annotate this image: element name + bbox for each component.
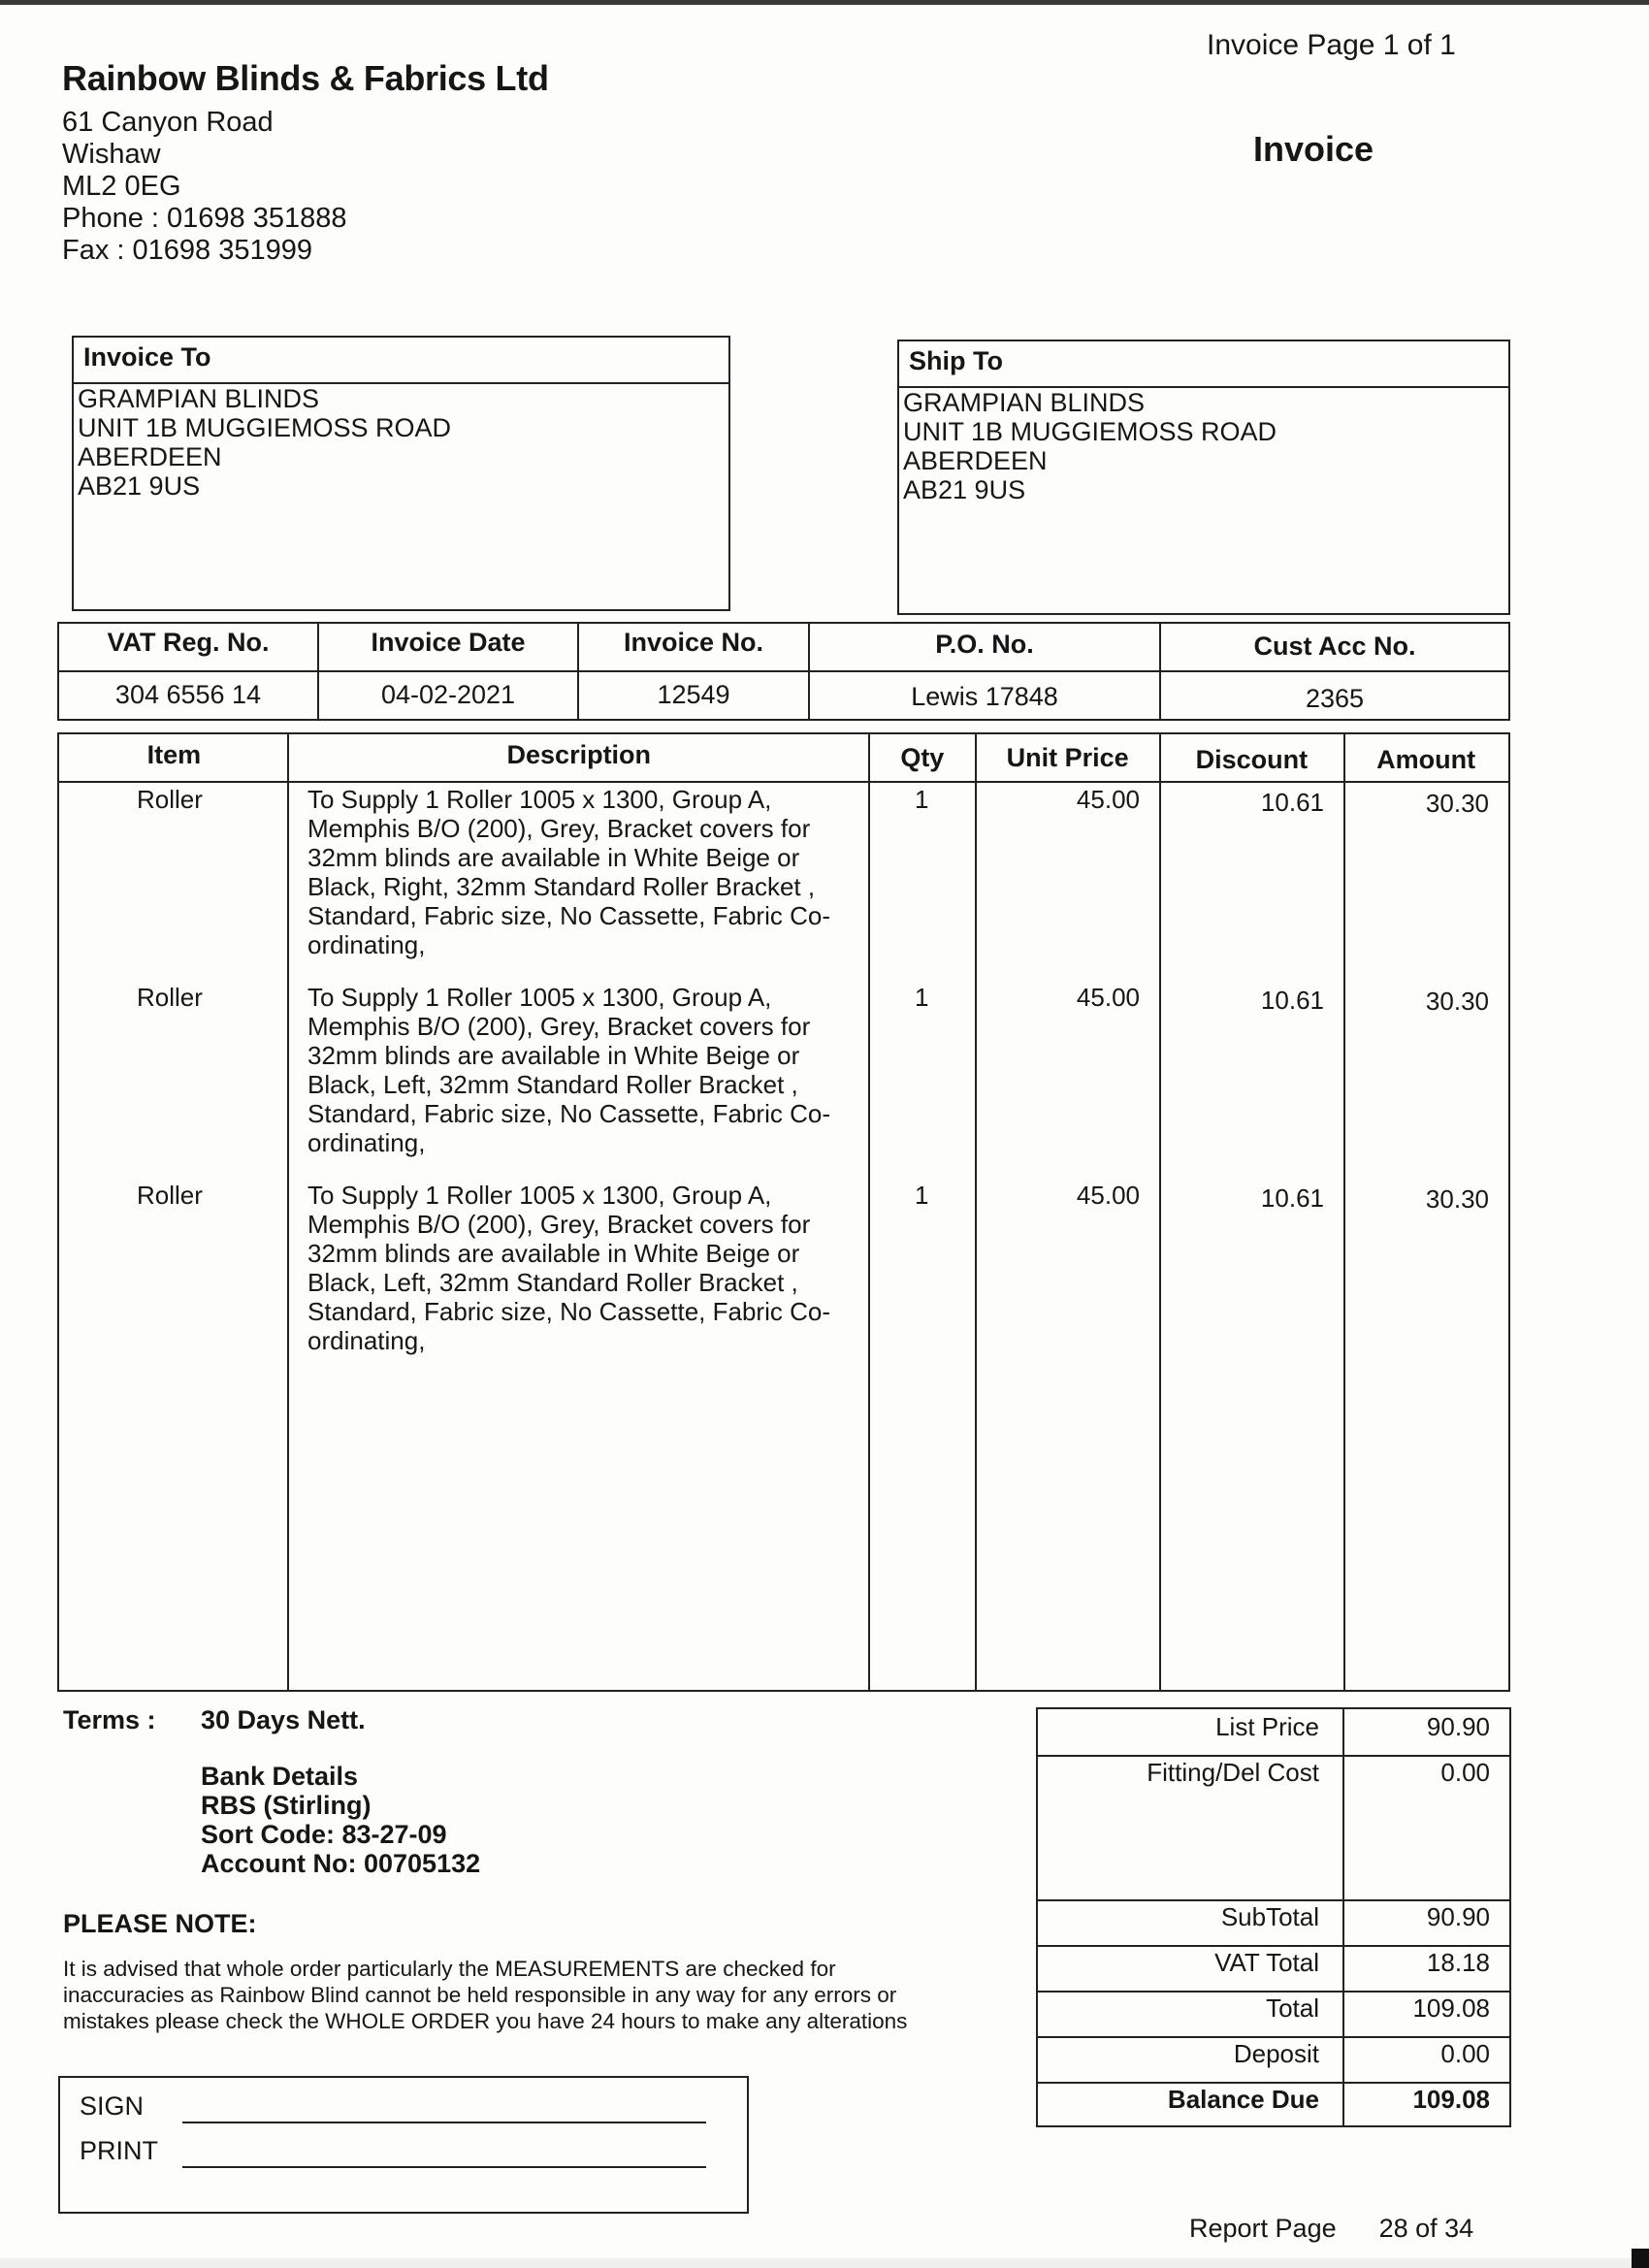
scan-corner-mark bbox=[1632, 2249, 1649, 2268]
invoice-to-line: UNIT 1B MUGGIEMOSS ROAD bbox=[78, 413, 452, 442]
scan-edge-top bbox=[0, 0, 1649, 5]
scan-edge-bottom bbox=[0, 2258, 1649, 2268]
item-name: Roller bbox=[137, 1181, 203, 1210]
ship-to-heading: Ship To bbox=[899, 341, 1508, 388]
sort-code: Sort Code: 83-27-09 bbox=[201, 1820, 447, 1849]
deposit-value: 0.00 bbox=[1440, 2039, 1490, 2068]
item-discount: 10.61 bbox=[1260, 986, 1324, 1015]
fitting-value: 0.00 bbox=[1440, 1758, 1490, 1787]
item-amount: 30.30 bbox=[1425, 1184, 1489, 1214]
ship-to-line: ABERDEEN bbox=[903, 446, 1048, 475]
fitting-label: Fitting/Del Cost bbox=[1147, 1758, 1319, 1787]
document-title: Invoice bbox=[1253, 129, 1374, 169]
list-price-value: 90.90 bbox=[1426, 1712, 1490, 1741]
ship-to-line: UNIT 1B MUGGIEMOSS ROAD bbox=[903, 417, 1277, 446]
meta-header-invoice-no: Invoice No. bbox=[579, 624, 810, 670]
sign-line bbox=[182, 2122, 706, 2123]
item-description: To Supply 1 Roller 1005 x 1300, Group A, Memphis B/O (200), Grey, Bracket covers for 32mm blinds are available in White Beige or Black, Left, 32mm Standard Roller Bracket , Standard, Fabric size, No Cassette, Fabric Co- ordinating, bbox=[307, 1181, 830, 1355]
item-discount: 10.61 bbox=[1260, 788, 1324, 817]
sign-label: SIGN bbox=[80, 2091, 145, 2121]
item-qty: 1 bbox=[915, 1181, 929, 1210]
meta-value-date: 04-02-2021 bbox=[319, 672, 579, 721]
item-qty: 1 bbox=[915, 983, 929, 1012]
col-header-discount: Discount bbox=[1195, 745, 1309, 774]
items-header-row bbox=[59, 734, 1508, 783]
balance-due-value: 109.08 bbox=[1412, 2085, 1490, 2114]
meta-value-cust-acc: 2365 bbox=[1305, 684, 1365, 713]
invoice-meta-table bbox=[57, 622, 1510, 721]
vat-total-row bbox=[1038, 1945, 1509, 1993]
item-discount: 10.61 bbox=[1260, 1183, 1324, 1213]
invoice-to-line: ABERDEEN bbox=[78, 442, 222, 471]
meta-header-po: P.O. No. bbox=[810, 624, 1161, 670]
item-name: Roller bbox=[137, 983, 203, 1012]
invoice-to-line: GRAMPIAN BLINDS bbox=[78, 384, 320, 413]
signature-box bbox=[58, 2076, 749, 2214]
item-amount: 30.30 bbox=[1425, 987, 1489, 1016]
invoice-to-box bbox=[72, 336, 730, 611]
meta-header-cust-acc: Cust Acc No. bbox=[1253, 632, 1416, 661]
company-address-line: ML2 0EG bbox=[62, 171, 181, 202]
col-header-qty: Qty bbox=[900, 743, 945, 772]
vat-total-label: VAT Total bbox=[1214, 1948, 1319, 1977]
total-row bbox=[1038, 1991, 1509, 2038]
meta-value-vat: 304 6556 14 bbox=[59, 672, 319, 721]
report-page-value: 28 of 34 bbox=[1378, 2214, 1474, 2243]
item-amount: 30.30 bbox=[1425, 789, 1489, 818]
account-number: Account No: 00705132 bbox=[201, 1849, 481, 1878]
company-address-line: 61 Canyon Road bbox=[62, 107, 274, 138]
deposit-row bbox=[1038, 2036, 1509, 2084]
please-note-text: It is advised that whole order particularly the MEASUREMENTS are checked for inaccuracies as Rainbow Blind cannot be held responsible in any way for any errors or mistakes please check the WHOLE ORDER you have 24 hours to make any alterations bbox=[63, 1957, 908, 2033]
list-price-row bbox=[1038, 1709, 1509, 1757]
please-note-heading: PLEASE NOTE: bbox=[63, 1909, 257, 1938]
ship-to-line: AB21 9US bbox=[903, 475, 1026, 504]
meta-header-date: Invoice Date bbox=[319, 624, 579, 670]
balance-due-label: Balance Due bbox=[1167, 2085, 1319, 2114]
subtotal-row bbox=[1038, 1899, 1509, 1947]
print-label: PRINT bbox=[80, 2136, 158, 2165]
invoice-page-indicator: Invoice Page 1 of 1 bbox=[1207, 29, 1456, 60]
col-header-unit-price: Unit Price bbox=[1006, 743, 1129, 772]
totals-table bbox=[1036, 1707, 1511, 2127]
ship-to-line: GRAMPIAN BLINDS bbox=[903, 388, 1146, 417]
item-description: To Supply 1 Roller 1005 x 1300, Group A, Memphis B/O (200), Grey, Bracket covers for 32mm blinds are available in White Beige or Black, Right, 32mm Standard Roller Bracket , Standard, Fabric size, No Cassette, Fabric Co- ordinating, bbox=[307, 785, 830, 959]
invoice-to-heading: Invoice To bbox=[74, 338, 728, 384]
item-unit-price: 45.00 bbox=[1076, 983, 1140, 1012]
meta-value-invoice-no: 12549 bbox=[579, 672, 810, 721]
col-header-description: Description bbox=[506, 740, 652, 769]
meta-value-po: Lewis 17848 bbox=[810, 672, 1161, 721]
fitting-row bbox=[1038, 1755, 1509, 1901]
terms-value: 30 Days Nett. bbox=[201, 1705, 366, 1734]
total-label: Total bbox=[1266, 1993, 1319, 2023]
meta-header-vat: VAT Reg. No. bbox=[59, 624, 319, 670]
bank-details-heading: Bank Details bbox=[201, 1762, 359, 1791]
report-page-footer bbox=[1189, 2214, 1473, 2244]
subtotal-value: 90.90 bbox=[1426, 1902, 1490, 1931]
company-address-line: Wishaw bbox=[62, 139, 161, 170]
subtotal-label: SubTotal bbox=[1220, 1902, 1319, 1931]
invoice-to-line: AB21 9US bbox=[78, 471, 201, 501]
list-price-label: List Price bbox=[1215, 1712, 1319, 1741]
item-unit-price: 45.00 bbox=[1076, 1181, 1140, 1210]
item-unit-price: 45.00 bbox=[1076, 785, 1140, 814]
item-name: Roller bbox=[137, 785, 203, 814]
print-line bbox=[182, 2166, 706, 2168]
line-items-table bbox=[57, 732, 1510, 1692]
item-description: To Supply 1 Roller 1005 x 1300, Group A, Memphis B/O (200), Grey, Bracket covers for 32mm blinds are available in White Beige or Black, Left, 32mm Standard Roller Bracket , Standard, Fabric size, No Cassette, Fabric Co- ordinating, bbox=[307, 983, 830, 1157]
company-phone: Phone : 01698 351888 bbox=[62, 203, 347, 234]
item-qty: 1 bbox=[915, 785, 929, 814]
company-fax: Fax : 01698 351999 bbox=[62, 235, 312, 266]
ship-to-box bbox=[897, 340, 1510, 615]
bank-name: RBS (Stirling) bbox=[201, 1791, 372, 1820]
company-name: Rainbow Blinds & Fabrics Ltd bbox=[62, 58, 549, 98]
col-header-amount: Amount bbox=[1376, 745, 1476, 774]
balance-due-row bbox=[1038, 2082, 1509, 2125]
report-page-label: Report Page bbox=[1189, 2214, 1337, 2243]
vat-total-value: 18.18 bbox=[1426, 1948, 1490, 1977]
col-header-item: Item bbox=[146, 740, 202, 769]
terms-label: Terms : bbox=[63, 1705, 156, 1734]
deposit-label: Deposit bbox=[1233, 2039, 1319, 2068]
total-value: 109.08 bbox=[1412, 1993, 1490, 2023]
